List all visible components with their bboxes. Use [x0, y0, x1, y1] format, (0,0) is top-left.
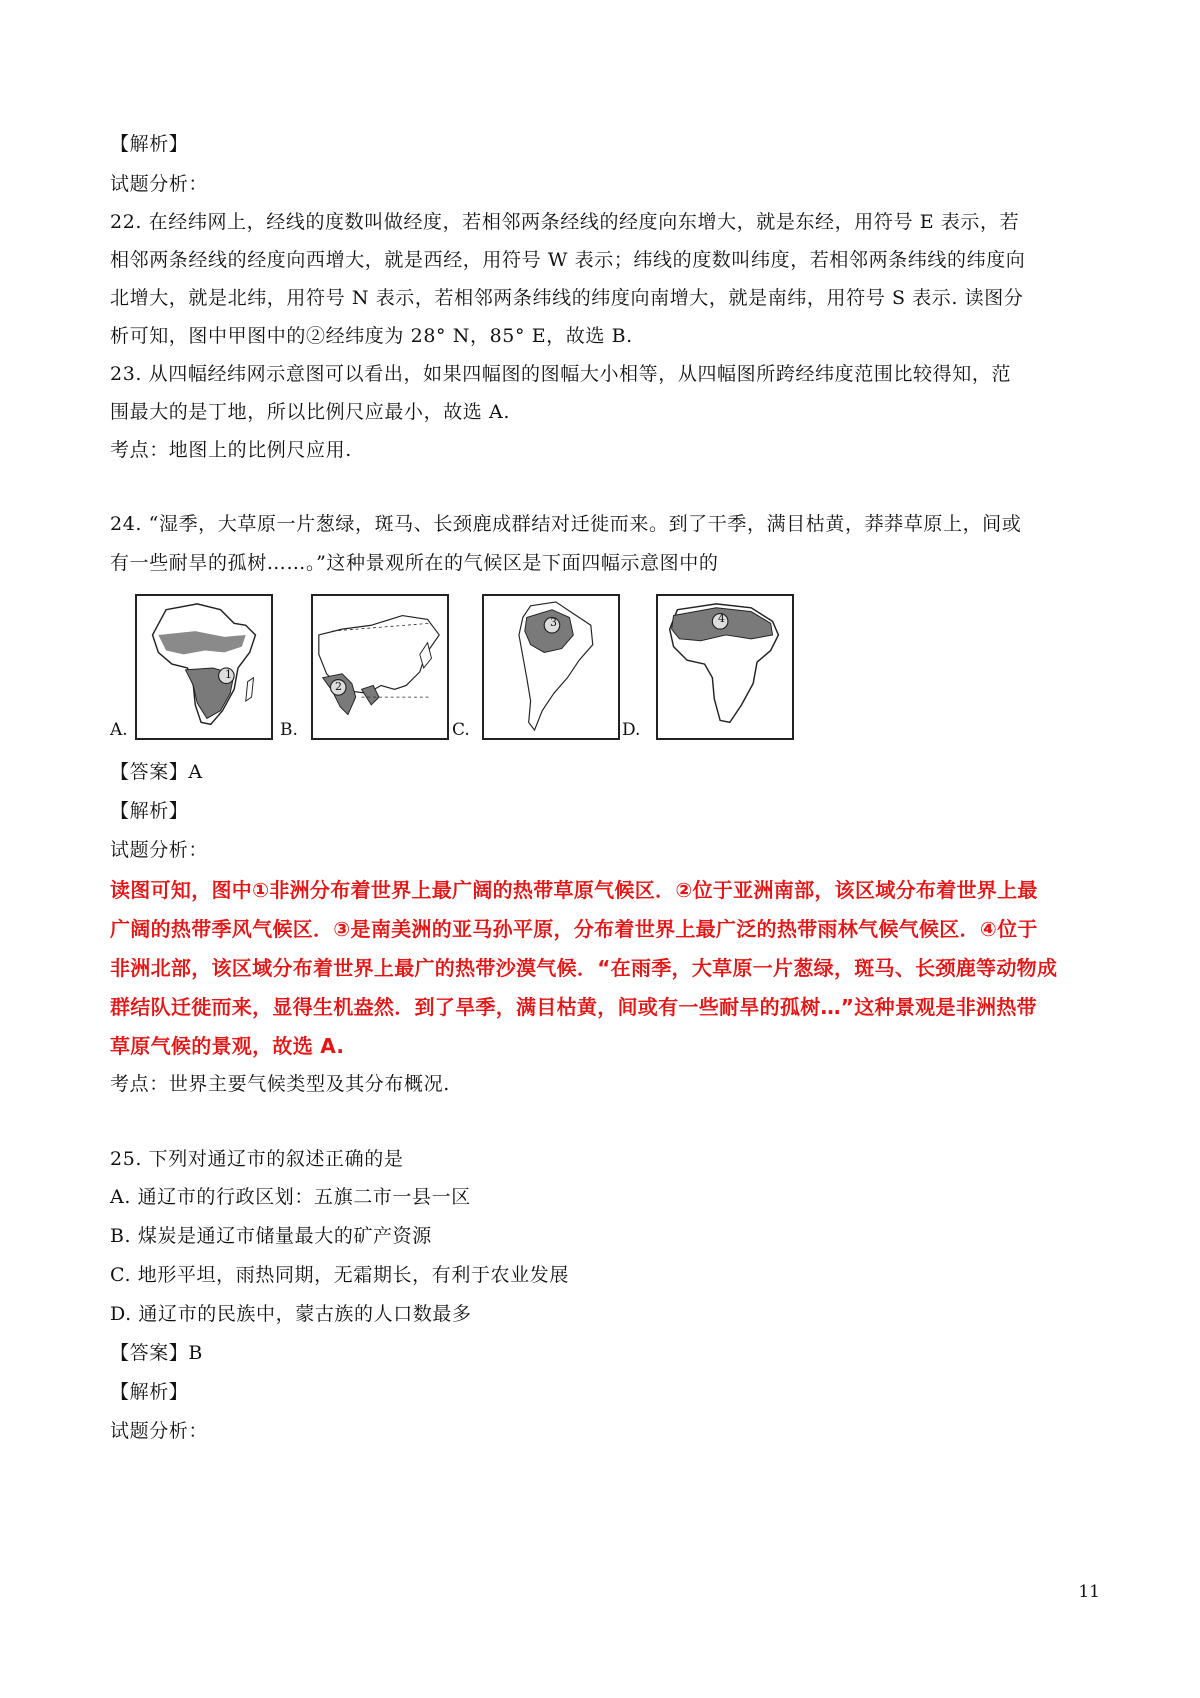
answer-line: 【答案】A — [110, 761, 203, 783]
q24-stem-line: 有一些耐旱的孤树……。”这种景观所在的气候区是下面四幅示意图中的 — [110, 552, 719, 574]
africa-map-illustration — [658, 596, 792, 738]
analysis-red-line: 非洲北部，该区域分布着世界上最广的热带沙漠气候．“在雨季，大草原一片葱绿，斑马、长颈鹿等动物成 — [110, 956, 1058, 980]
analysis-red-line: 读图可知，图中①非洲分布着世界上最广阔的热带草原气候区．②位于亚洲南部，该区域分布着世界上最 — [110, 878, 1038, 902]
jiexi-heading: 【解析】 — [110, 133, 189, 155]
kaodian-line: 考点：地图上的比例尺应用. — [110, 439, 352, 461]
map-marker-3: 3 — [550, 616, 557, 629]
q22-text-line: 22. 在经纬网上，经线的度数叫做经度，若相邻两条经线的经度向东增大，就是东经，用符号 E 表示，若 — [110, 211, 1020, 233]
q25-option-a: A. 通辽市的行政区划：五旗二市一县一区 — [110, 1186, 471, 1208]
map-option-c — [482, 594, 620, 740]
jiexi-heading: 【解析】 — [110, 1381, 189, 1403]
q23-text-line: 围最大的是丁地，所以比例尺应最小，故选 A. — [110, 401, 511, 423]
map-option-d — [656, 594, 794, 740]
analysis-red-line: 广阔的热带季风气候区．③是南美洲的亚马孙平原，分布着世界上最广泛的热带雨林气候气候区．④位于 — [110, 917, 1038, 941]
page-number: 11 — [1078, 1582, 1100, 1602]
map-option-b — [311, 594, 449, 740]
option-a-label: A. — [110, 720, 128, 740]
q25-option-b: B. 煤炭是通辽市储量最大的矿产资源 — [110, 1225, 432, 1247]
q22-text-line: 相邻两条经线的经度向西增大，就是西经，用符号 W 表示；纬线的度数叫纬度，若相邻两条纬线的纬度向 — [110, 249, 1026, 271]
q25-stem: 25. 下列对通辽市的叙述正确的是 — [110, 1148, 404, 1170]
q25-option-d: D. 通辽市的民族中，蒙古族的人口数最多 — [110, 1303, 472, 1325]
kaodian-line: 考点：世界主要气候类型及其分布概况. — [110, 1073, 450, 1095]
option-d-label: D. — [622, 720, 641, 740]
option-b-label: B. — [280, 720, 298, 740]
map-marker-4: 4 — [718, 612, 725, 625]
map-marker-1: 1 — [225, 668, 232, 681]
analysis-red-line: 草原气候的景观，故选 A. — [110, 1034, 345, 1058]
analysis-red-line: 群结队迁徙而来，显得生机盎然．到了旱季，满目枯黄，间或有一些耐旱的孤树…”这种景观是非洲热带 — [110, 995, 1037, 1019]
q22-text-line: 析可知，图中甲图中的②经纬度为 28° N，85° E，故选 B. — [110, 325, 633, 347]
map-option-a — [135, 594, 273, 740]
q22-text-line: 北增大，就是北纬，用符号 N 表示，若相邻两条纬线的纬度向南增大，就是南纬，用符号 S 表示. 读图分 — [110, 287, 1024, 309]
q24-stem-line: 24. “湿季，大草原一片葱绿，斑马、长颈鹿成群结对迁徙而来。到了干季，满目枯黄，莽莽草原上，间或 — [110, 513, 1022, 535]
analysis-heading: 试题分析： — [110, 1420, 209, 1442]
map-marker-2: 2 — [335, 680, 342, 693]
option-c-label: C. — [452, 720, 470, 740]
answer-line: 【答案】B — [110, 1342, 203, 1364]
q25-option-c: C. 地形平坦，雨热同期，无霜期长，有利于农业发展 — [110, 1264, 569, 1286]
q23-text-line: 23. 从四幅经纬网示意图可以看出，如果四幅图的图幅大小相等，从四幅图所跨经纬度范围比较得知，范 — [110, 363, 1012, 385]
asia-map-illustration — [313, 596, 447, 738]
analysis-heading: 试题分析： — [110, 173, 209, 195]
africa-map-illustration — [137, 596, 271, 738]
jiexi-heading: 【解析】 — [110, 800, 189, 822]
analysis-heading: 试题分析： — [110, 839, 209, 861]
